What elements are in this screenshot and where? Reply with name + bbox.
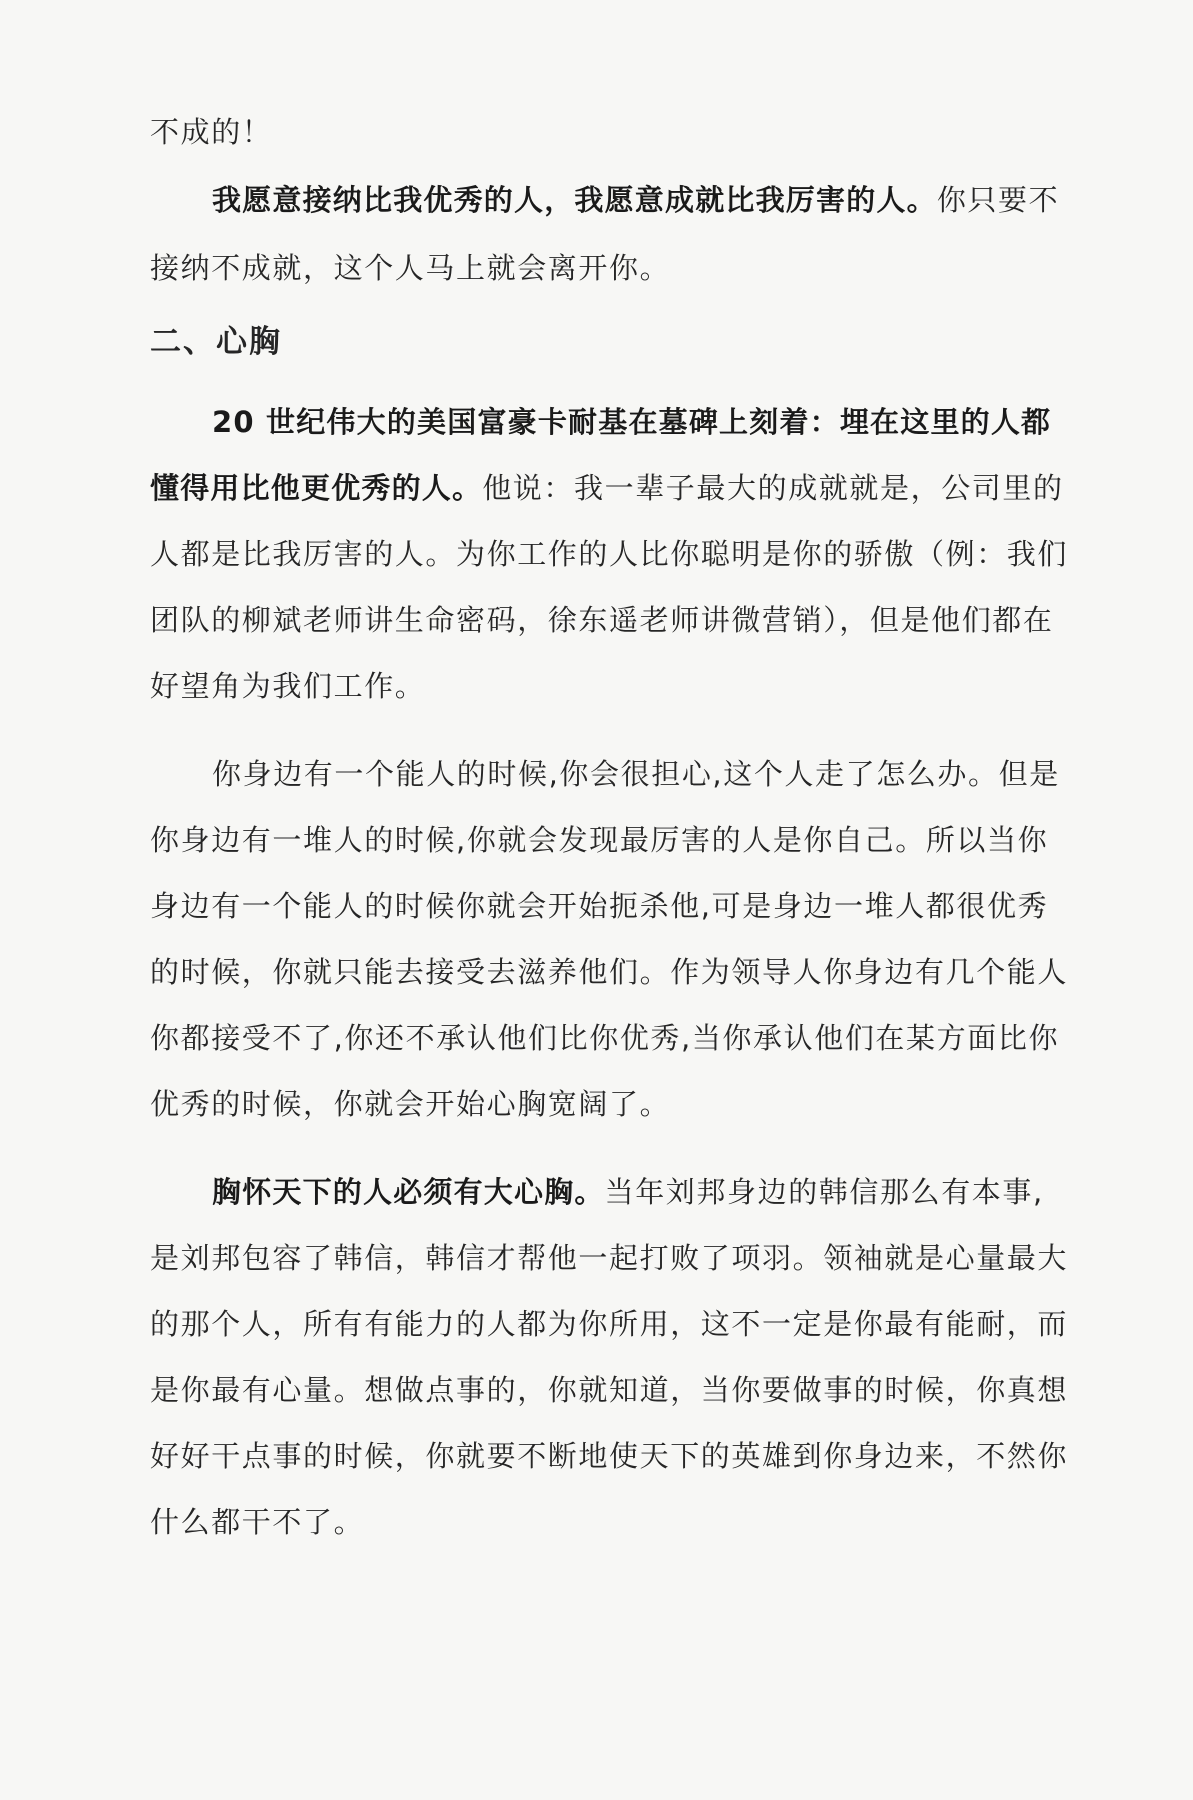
paragraph-4-line-1 <box>212 1172 1044 1212</box>
paragraph-2-line-3: 人都是比我厉害的人。为你工作的人比你聪明是你的骄傲（例：我们 <box>150 537 1069 571</box>
paragraph-2-line-5: 好望角为我们工作。 <box>150 669 426 703</box>
paragraph-4-line-3: 的那个人，所有有能力的人都为你所用，这不一定是你最有能耐，而 <box>150 1307 1069 1341</box>
section-heading: 二、心胸 <box>150 324 282 360</box>
paragraph-4-line-5: 好好干点事的时候，你就要不断地使天下的英雄到你身边来，不然你 <box>150 1439 1069 1473</box>
paragraph-2-text: 他说：我一辈子最大的成就就是，公司里的 <box>482 471 1064 505</box>
paragraph-0-line-1: 不成的！ <box>150 115 273 149</box>
paragraph-1-line-2: 接纳不成就，这个人马上就会离开你。 <box>150 251 671 285</box>
paragraph-1-bold-text: 我愿意接纳比我优秀的人，我愿意成就比我厉害的人。 <box>212 183 937 217</box>
paragraph-3-line-1: 你身边有一个能人的时候,你会很担心,这个人走了怎么办。但是 <box>212 757 1060 791</box>
paragraph-4-text: 当年刘邦身边的韩信那么有本事, <box>604 1175 1044 1209</box>
paragraph-3-line-4: 的时候，你就只能去接受去滋养他们。作为领导人你身边有几个能人 <box>150 955 1069 989</box>
paragraph-2-line-2 <box>150 468 1064 508</box>
paragraph-3-line-2: 你身边有一堆人的时候,你就会发现最厉害的人是你自己。所以当你 <box>150 823 1049 857</box>
paragraph-4-bold-text: 胸怀天下的人必须有大心胸。 <box>212 1175 605 1209</box>
paragraph-3-line-6: 优秀的时候，你就会开始心胸宽阔了。 <box>150 1087 671 1121</box>
paragraph-2-bold-text: 懂得用比他更优秀的人。 <box>150 471 483 505</box>
paragraph-3-line-5: 你都接受不了,你还不承认他们比你优秀,当你承认他们在某方面比你 <box>150 1021 1060 1055</box>
paragraph-2-line-4: 团队的柳斌老师讲生命密码，徐东遥老师讲微营销），但是他们都在 <box>150 603 1054 637</box>
paragraph-1-text: 你只要不 <box>936 183 1060 217</box>
paragraph-3-line-3: 身边有一个能人的时候你就会开始扼杀他,可是身边一堆人都很优秀 <box>150 889 1049 923</box>
paragraph-4-line-6: 什么都干不了。 <box>150 1505 365 1539</box>
paragraph-1-line-1 <box>212 180 1059 220</box>
paragraph-4-line-2: 是刘邦包容了韩信，韩信才帮他一起打败了项羽。领袖就是心量最大 <box>150 1241 1069 1275</box>
paragraph-4-line-4: 是你最有心量。想做点事的，你就知道，当你要做事的时候，你真想 <box>150 1373 1069 1407</box>
paragraph-2-line-1: 20 世纪伟大的美国富豪卡耐基在墓碑上刻着：埋在这里的人都 <box>212 405 1052 439</box>
